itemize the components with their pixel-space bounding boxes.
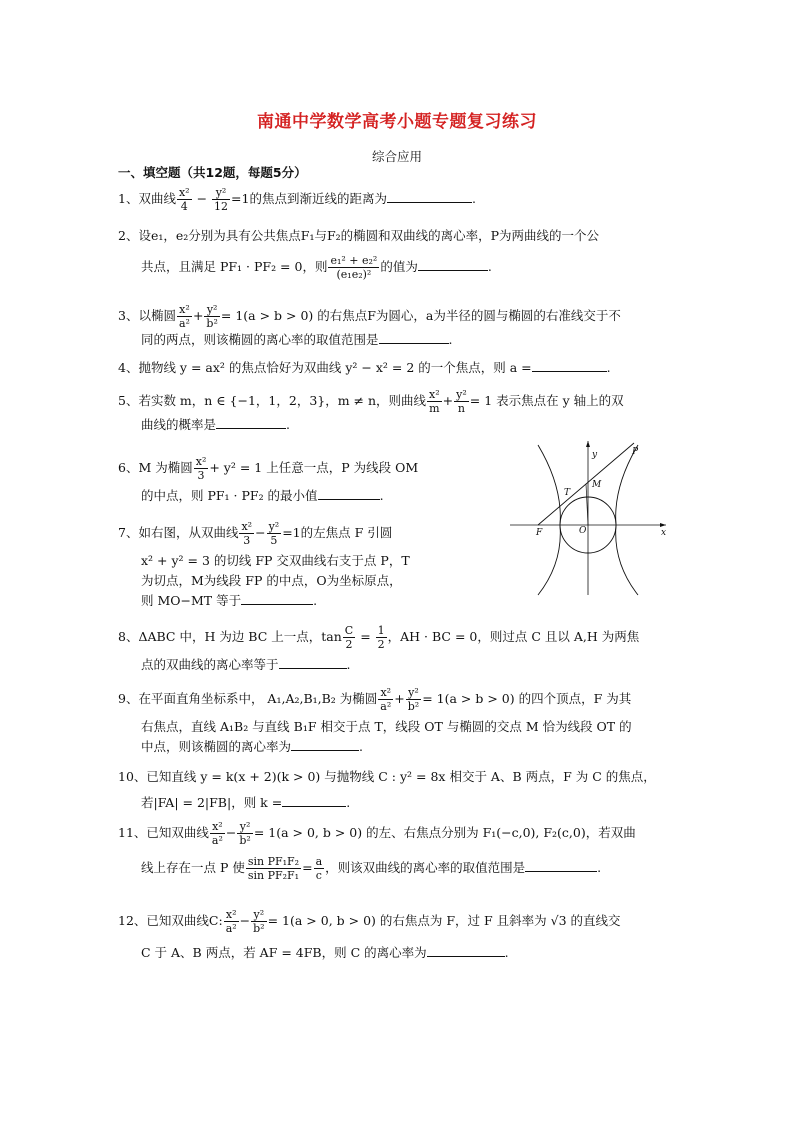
fraction (204, 303, 219, 330)
question-text: 右焦点，直线 A₁B₂ 与直线 B₁F 相交于点 T，线段 OT 与椭圆的交点 M 恰为线段 OT 的 (141, 719, 632, 734)
fraction (177, 303, 192, 330)
question-text: =1的左焦点 F 引圆 (282, 525, 393, 540)
question-text: 已知双曲线C: (146, 913, 223, 928)
question-10 (118, 767, 678, 813)
answer-blank[interactable] (387, 190, 472, 203)
question-text: 的中点，则 PF₁ · PF₂ 的最小值 (141, 488, 318, 503)
question-text: M 为椭圆 (138, 460, 193, 475)
numerator: x² (178, 186, 190, 199)
question-text: + y² = 1 上任意一点，P 为线段 OM (209, 460, 419, 475)
numerator: x² (177, 303, 192, 317)
question-number: 5、 (118, 393, 139, 408)
period: . (597, 860, 602, 875)
question-text: C 于 A、B 两点，若 AF = 4FB，则 C 的离心率为 (141, 945, 427, 960)
denominator: m (429, 402, 440, 415)
question-text: 线上存在一点 P 使 (141, 860, 245, 875)
fraction (267, 520, 282, 547)
fraction (239, 520, 254, 547)
question-text: x² + y² = 3 的切线 FP 交双曲线右支于点 P，T (141, 553, 410, 568)
denominator: 12 (214, 200, 229, 213)
label-m: M (592, 480, 602, 490)
fraction (314, 855, 325, 882)
question-8 (118, 624, 678, 675)
period: . (359, 739, 363, 754)
label-f: F (536, 528, 543, 538)
question-number: 12、 (118, 913, 147, 928)
numerator: a (315, 855, 323, 868)
question-text: 已知双曲线 (146, 825, 209, 840)
answer-blank[interactable] (525, 859, 597, 872)
fraction (224, 908, 239, 935)
answer-blank[interactable] (279, 656, 347, 669)
denominator: a² (380, 700, 392, 713)
numerator: y² (212, 186, 230, 200)
fraction (406, 686, 421, 713)
fraction (194, 455, 209, 482)
numerator: x² (224, 908, 239, 922)
denominator: a² (211, 834, 223, 847)
page-subtitle: 综合应用 (371, 149, 422, 164)
label-t: T (564, 488, 571, 498)
question-text: 为切点，M为线段 FP 的中点，O为坐标原点， (141, 573, 402, 588)
question-text: 点的双曲线的离心率等于 (141, 657, 279, 672)
denominator: b² (407, 700, 420, 713)
answer-blank[interactable] (216, 416, 286, 429)
question-text: = 1(a > b > 0) 的四个顶点，F 为其 (422, 691, 632, 706)
denominator: a² (225, 922, 237, 935)
denominator: 3 (243, 534, 251, 547)
fraction (427, 388, 442, 415)
question-text: = 1(a > 0, b > 0) 的左、右焦点分别为 F₁(−c,0), F₂(c,0)，若双曲 (253, 825, 636, 840)
question-text: ，则该双曲线的离心率的取值范围是 (325, 860, 526, 875)
numerator: x² (195, 455, 207, 468)
question-number: 11、 (118, 825, 147, 840)
question-text: =1的焦点到渐近线的距离为 (231, 191, 387, 206)
question-12: 12、已知双曲线C: $\frac{\text{x²}}{\text{a²}}$ − $\frac{\text{y²}}{\text{b²}}$ = 1(a > 0, b > 0) 的右焦点为 F，过 F 且斜率为 √3 的直线交 C 于 A、B 两点，若 AF = 4FB，则 C 的离心率为 . (118, 908, 621, 960)
numerator: y² (204, 303, 219, 317)
question-text: ，AH · BC = 0，则过点 C 且以 A,H 为两焦 (387, 629, 640, 644)
fraction (210, 820, 225, 847)
question-4 (118, 358, 678, 378)
period: . (504, 945, 509, 960)
numerator: sin PF₁F₂ (247, 855, 300, 868)
answer-blank[interactable] (532, 359, 607, 372)
denominator: sin PF₂F₁ (247, 869, 300, 882)
question-text: 如右图，从双曲线 (138, 525, 239, 540)
numerator: 1 (377, 624, 385, 637)
fraction (343, 624, 355, 651)
question-text: 双曲线 (138, 191, 176, 206)
denominator: 5 (270, 534, 278, 547)
fraction (177, 186, 192, 213)
period: . (448, 332, 453, 347)
denominator: b² (239, 834, 251, 847)
numerator: y² (268, 520, 280, 533)
question-text: 中点，则该椭圆的离心率为 (141, 739, 292, 754)
hyperbola-circle-figure (508, 437, 668, 597)
question-1 (118, 186, 678, 213)
denominator: b² (253, 922, 265, 935)
numerator: y² (251, 908, 266, 922)
fraction (251, 908, 266, 935)
denominator: 4 (180, 200, 188, 213)
question-text: = 1(a > b > 0) 的右焦点F为圆心，a为半径的圆与椭圆的右准线交于不 (220, 308, 621, 323)
question-5: 5、若实数 m，n ∈ {−1，1，2，3}，m ≠ n，则曲线 $\frac{\text{x²}}{m}$ + $\frac{\text{y²}}{n}$ = 1 表示焦点在 y 轴上的双 曲线的概率是 . (118, 388, 624, 432)
operator: − (192, 191, 212, 206)
numerator: y² (237, 820, 252, 834)
numerator: x² (210, 820, 225, 834)
question-text: 则 MO−MT 等于 (141, 593, 242, 608)
numerator: e₁² + e₂² (330, 254, 378, 267)
denominator: a² (178, 317, 190, 330)
hyperbola-right-branch (616, 445, 638, 595)
period: . (606, 360, 611, 375)
label-x: x (661, 528, 667, 538)
fraction (212, 186, 230, 213)
answer-blank[interactable] (427, 944, 505, 957)
question-number: 1、 (118, 191, 139, 206)
period: . (346, 657, 351, 672)
fraction (378, 686, 393, 713)
question-number: 8、 (118, 629, 139, 644)
label-o: O (579, 526, 587, 536)
label-p: P (632, 447, 639, 457)
period: . (286, 417, 290, 432)
question-9: 9、在平面直角坐标系中， A₁,A₂,B₁,B₂ 为椭圆 $\frac{\text{x²}}{\text{a²}}$ + $\frac{\text{y²}}{\text{b²}}$ = 1(a > b > 0) 的四个顶点，F 为其 右焦点，直线 A₁B₂ 与直线 B₁F 相交于点 T，线段 OT 与椭圆的交点 M 恰为线段 OT 的 中点，则该椭圆的离心率为 . (118, 686, 678, 757)
numerator: y² (456, 388, 467, 401)
question-number: 6、 (118, 460, 139, 475)
question-number: 4、 (118, 360, 139, 375)
question-text: 曲线的概率是 (141, 417, 217, 432)
denominator: n (457, 402, 466, 415)
question-number: 7、 (118, 525, 139, 540)
denominator: 2 (345, 638, 353, 651)
question-text: 在平面直角坐标系中， A₁,A₂,B₁,B₂ 为椭圆 (138, 691, 378, 706)
question-text: = 1 表示焦点在 y 轴上的双 (469, 393, 624, 408)
question-3: 3、以椭圆 $\frac{\text{x²}}{\text{a²}}$ + $\frac{\text{y²}}{\text{b²}}$ = 1(a > b > 0) 的右焦点F为圆心，a为半径的圆与椭圆的右准线交于不 同的两点，则该椭圆的离心率的取值范围是 . (118, 303, 621, 347)
numerator: C (344, 624, 354, 637)
fraction (246, 855, 301, 882)
label-y: y (592, 450, 598, 460)
denominator: 2 (377, 638, 385, 651)
operator: = (356, 629, 375, 644)
period: . (471, 191, 476, 206)
period: . (346, 795, 351, 810)
denominator: (e₁e₂)² (336, 268, 372, 281)
answer-blank[interactable] (291, 738, 359, 751)
question-text: 若实数 m，n ∈ {−1，1，2，3}，m ≠ n，则曲线 (138, 393, 427, 408)
question-text: 抛物线 y = ax² 的焦点恰好为双曲线 y² − x² = 2 的一个焦点，则 a = (138, 360, 532, 375)
hyperbola-left-branch (538, 445, 560, 595)
question-number: 10、 (118, 769, 147, 784)
question-number: 3、 (118, 308, 139, 323)
question-text: 同的两点，则该椭圆的离心率的取值范围是 (141, 332, 379, 347)
denominator: b² (206, 317, 218, 330)
period: . (379, 488, 384, 503)
period: . (313, 593, 318, 608)
answer-blank[interactable] (418, 258, 488, 271)
numerator: y² (406, 686, 421, 700)
denominator: 3 (197, 469, 205, 482)
fraction (376, 624, 387, 651)
question-11: 11、已知双曲线 $\frac{\text{x²}}{\text{a²}}$ − $\frac{\text{y²}}{\text{b²}}$ = 1(a > 0, b > 0) 的左、右焦点分别为 F₁(−c,0), F₂(c,0)，若双曲 线上存在一点 P 使 $\frac{\text{sin PF₁F₂}}{\text{sin PF₂F₁}}$ = $\frac{a}{c}$ ，则该双曲线的离心率的取值范围是 . (118, 820, 636, 882)
fraction (237, 820, 252, 847)
denominator: c (315, 869, 322, 882)
question-text: 若|FA| = 2|FB|，则 k = (141, 795, 283, 810)
numerator: x² (378, 686, 393, 700)
numerator: x² (429, 388, 440, 401)
question-text: 共点，且满足 PF₁ · PF₂ = 0，则 (141, 259, 328, 274)
fraction (454, 388, 469, 415)
question-number: 9、 (118, 691, 139, 706)
question-text: ΔABC 中，H 为边 BC 上一点，tan (138, 629, 342, 644)
question-7: 7、如右图，从双曲线 $\frac{\text{x²}}{3}$ − $\frac{\text{y²}}{5}$ =1的左焦点 F 引圆 x² + y² = 3 的切线 FP 交双曲线右支于点 P，T 为切点，M为线段 FP 的中点，O为坐标原点， 则 MO−MT 等于 . (118, 520, 678, 611)
numerator: x² (241, 520, 253, 533)
period: . (487, 259, 492, 274)
question-text: 以椭圆 (138, 308, 176, 323)
answer-blank[interactable] (241, 592, 313, 605)
question-text: 的值为 (380, 259, 418, 274)
answer-blank[interactable] (379, 331, 449, 344)
y-axis-arrow (586, 441, 590, 447)
x-axis-arrow (660, 523, 666, 527)
question-2 (118, 226, 678, 281)
question-number: 2、 (118, 228, 139, 243)
question-text: = 1(a > 0, b > 0) 的右焦点为 F，过 F 且斜率为 √3 的直线交 (267, 913, 621, 928)
fraction (328, 254, 379, 281)
answer-blank[interactable] (282, 794, 346, 807)
answer-blank[interactable] (318, 487, 380, 500)
question-text: 设e₁，e₂分别为具有公共焦点F₁与F₂的椭圆和双曲线的离心率，P为两曲线的一个公 (138, 228, 600, 243)
page-title: 南通中学数学高考小题专题复习练习 (257, 112, 537, 132)
question-text: 已知直线 y = k(x + 2)(k > 0) 与抛物线 C : y² = 8x 相交于 A、B 两点，F 为 C 的焦点， (146, 769, 656, 784)
section-heading: 一、填空题（共12题，每题5分） (118, 165, 307, 180)
